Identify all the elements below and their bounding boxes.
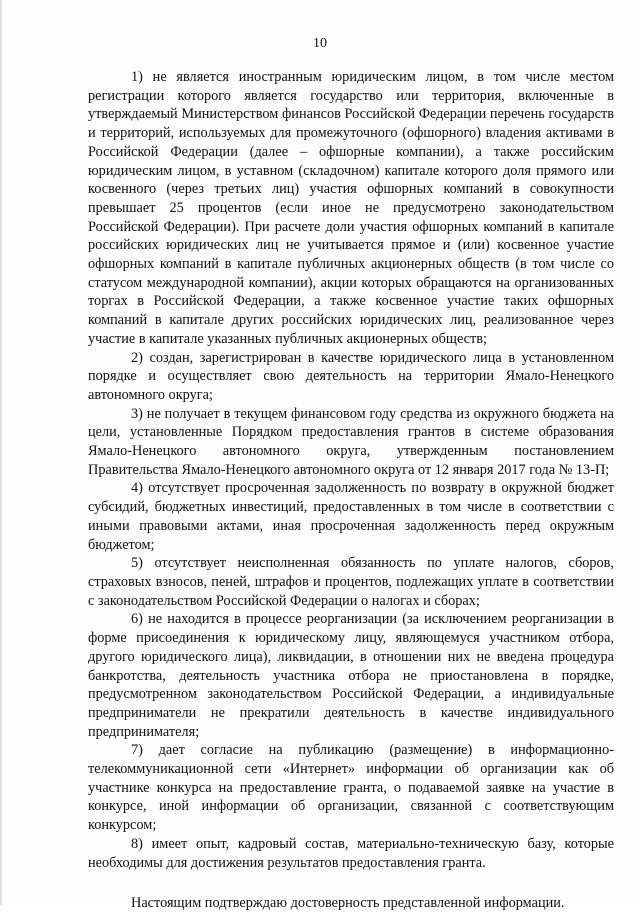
- list-item: 6) не находится в процессе реорганизации (за исключением реорганизации в форме присоединения к юридическому лицу, являющемуся участником отбора, другого юридического лица), ликвидации, в отношении них не введена процедура банкротства, деятельность участника отбора не приостановлена в порядке, предусмотренном законодательством Российской Федерации, а индивидуальные предприниматели не прекратили деятельность в качестве индивидуального предпринимателя;: [88, 611, 614, 740]
- document-body: [88, 68, 614, 913]
- page-edge-shadow: [0, 0, 3, 905]
- page-number: 10: [313, 36, 327, 51]
- list-item: 4) отсутствует просроченная задолженность по возврату в окружной бюджет субсидий, бюджетных инвестиций, предоставленных в том числе в соответствии с иными правовыми актами, иная просроченная задолженность перед окружным бюджетом;: [88, 480, 614, 553]
- list-item: 2) создан, зарегистрирован в качестве юридического лица в установленном порядке и осуществляет свою деятельность на территории Ямало-Ненецкого автономного округа;: [88, 349, 614, 403]
- confirmation-statement: Настоящим подтверждаю достоверность представленной информации.: [131, 895, 565, 912]
- list-item: 3) не получает в текущем финансовом году средства из окружного бюджета на цели, установленные Порядком предоставления грантов в системе образования Ямало-Ненецкого автономного округа, утвержденным постановлением Правительства Ямало-Ненецкого автономного округа от 12 января 2017 года № 13-П;: [88, 405, 614, 478]
- list-item: 7) дает согласие на публикацию (размещение) в информационно-телекоммуникационной сети «Интернет» информации об организации как об участнике конкурса на предоставление гранта, о подаваемой заявке на участие в конкурсе, иной информации об организации, связанной с соответствующим конкурсом;: [88, 742, 614, 834]
- list-item: 8) имеет опыт, кадровый состав, материально-техническую базу, которые необходимы для достижения результатов предоставления гранта.: [88, 835, 614, 871]
- list-item: 1) не является иностранным юридическим лицом, в том числе местом регистрации которого является государство или территория, включенные в утверждаемый Министерством финансов Российской Федерации перечень государств и территорий, используемых для промежуточного (офшорного) владения активами в Российской Федерации (далее – офшорные компании), а также российским юридическим лицом, в уставном (складочном) капитале которого доля прямого или косвенного (через третьих лиц) участия офшорных компаний в совокупности превышает 25 процентов (если иное не предусмотрено законодательством Российской Федерации). При расчете доли участия офшорных компаний в капитале российских юридических лиц не учитывается прямое и (или) косвенное участие офшорных компаний в капитале публичных акционерных обществ (в том числе со статусом международной компании), акции которых обращаются на организованных торгах в Российской Федерации, а также косвенное участие таких офшорных компаний в капитале других российских юридических лиц, реализованное через участие в капитале указанных публичных акционерных обществ;: [88, 69, 614, 347]
- list-item: 5) отсутствует неисполненная обязанность по уплате налогов, сборов, страховых взносов, пеней, штрафов и процентов, подлежащих уплате в соответствии с законодательством Российской Федерации о налогах и сборах;: [88, 555, 614, 609]
